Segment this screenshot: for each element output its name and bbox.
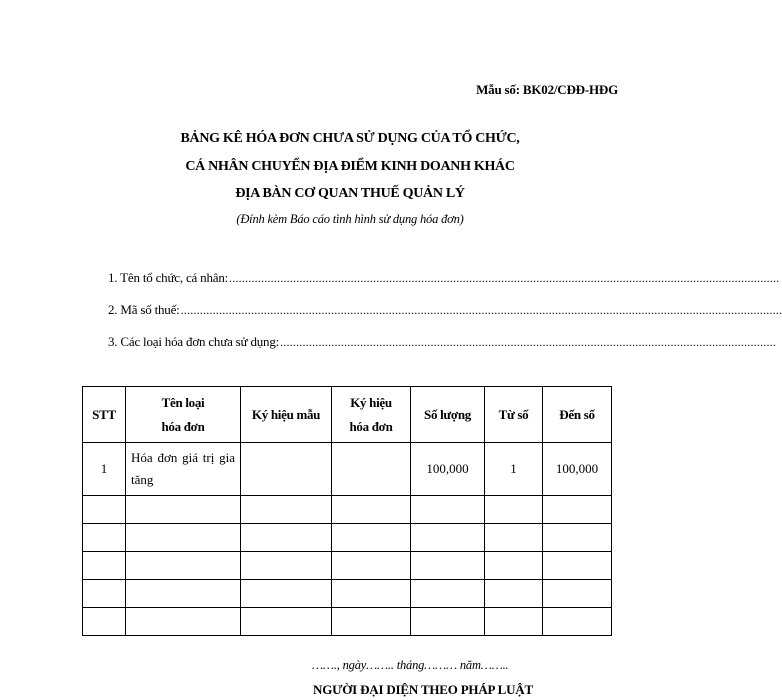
cell-invoice-type	[126, 552, 241, 580]
cell-to-number	[543, 580, 612, 608]
cell-quantity	[411, 496, 485, 524]
cell-stt	[83, 496, 126, 524]
table-row	[83, 524, 612, 552]
cell-invoice-type	[126, 608, 241, 636]
table-row	[83, 608, 612, 636]
document-title-line-1: BẢNG KÊ HÓA ĐƠN CHƯA SỬ DỤNG CỦA TỔ CHỨC,	[180, 131, 520, 146]
cell-from-number	[485, 580, 543, 608]
cell-from-number	[485, 552, 543, 580]
cell-invoice-symbol	[332, 608, 411, 636]
cell-invoice-symbol	[332, 552, 411, 580]
cell-stt	[83, 608, 126, 636]
cell-quantity	[411, 552, 485, 580]
header-to-number: Đến số	[543, 387, 612, 443]
cell-from-number: 1	[485, 443, 543, 496]
form-code: Mẫu số: BK02/CĐĐ-HĐG	[476, 82, 618, 97]
header-template-symbol: Ký hiệu mẫu	[241, 387, 332, 443]
cell-stt	[83, 524, 126, 552]
field-label: 2. Mã số thuế:	[108, 302, 180, 317]
header-stt: STT	[83, 387, 126, 443]
document-title-line-3: ĐỊA BÀN CƠ QUAN THUẾ QUẢN LÝ	[235, 186, 465, 201]
table-row	[83, 552, 612, 580]
cell-invoice-type	[126, 580, 241, 608]
fill-in-line: ...........................................................................................................................................................	[280, 335, 777, 349]
cell-template-symbol	[241, 443, 332, 496]
cell-quantity	[411, 608, 485, 636]
field-unused-invoice-types	[108, 334, 777, 350]
table-row	[83, 580, 612, 608]
header-invoice-symbol: Ký hiệu hóa đơn	[332, 387, 411, 443]
fill-in-line: ............................................................................................................................................................................................	[180, 303, 782, 317]
table-header-row	[83, 387, 612, 443]
document-subtitle: (Đính kèm Báo cáo tình hình sử dụng hóa đơn)	[236, 212, 464, 226]
cell-template-symbol	[241, 580, 332, 608]
header-quantity: Số lượng	[411, 387, 485, 443]
header-invoice-type: Tên loại hóa đơn	[126, 387, 241, 443]
cell-to-number	[543, 496, 612, 524]
document-title-line-2: CÁ NHÂN CHUYỂN ĐỊA ĐIỂM KINH DOANH KHÁC	[185, 159, 515, 174]
field-label: 1. Tên tổ chức, cá nhân:	[108, 270, 229, 285]
cell-template-symbol	[241, 608, 332, 636]
cell-to-number: 100,000	[543, 443, 612, 496]
cell-stt	[83, 580, 126, 608]
cell-to-number	[543, 608, 612, 636]
field-tax-code	[108, 302, 782, 318]
header-from-number: Từ số	[485, 387, 543, 443]
date-line: ……., ngày…….. tháng……… năm……..	[312, 658, 509, 672]
fill-in-line: ............................................................................................................................................................................	[229, 271, 780, 285]
field-organization-name	[108, 270, 780, 286]
cell-invoice-type	[126, 524, 241, 552]
cell-invoice-type: Hóa đơn giá trị gia tăng	[126, 443, 241, 496]
cell-invoice-type	[126, 496, 241, 524]
table-row	[83, 443, 612, 496]
cell-quantity	[411, 524, 485, 552]
cell-quantity	[411, 580, 485, 608]
cell-stt: 1	[83, 443, 126, 496]
cell-invoice-symbol	[332, 443, 411, 496]
cell-invoice-symbol	[332, 580, 411, 608]
cell-invoice-symbol	[332, 524, 411, 552]
cell-from-number	[485, 496, 543, 524]
legal-representative-label: NGƯỜI ĐẠI DIỆN THEO PHÁP LUẬT	[313, 682, 533, 697]
cell-from-number	[485, 524, 543, 552]
cell-to-number	[543, 552, 612, 580]
cell-invoice-symbol	[332, 496, 411, 524]
invoice-table	[82, 386, 612, 636]
cell-template-symbol	[241, 524, 332, 552]
field-label: 3. Các loại hóa đơn chưa sử dụng:	[108, 334, 280, 349]
table-row	[83, 496, 612, 524]
cell-from-number	[485, 608, 543, 636]
cell-quantity: 100,000	[411, 443, 485, 496]
cell-stt	[83, 552, 126, 580]
cell-template-symbol	[241, 496, 332, 524]
cell-to-number	[543, 524, 612, 552]
cell-template-symbol	[241, 552, 332, 580]
